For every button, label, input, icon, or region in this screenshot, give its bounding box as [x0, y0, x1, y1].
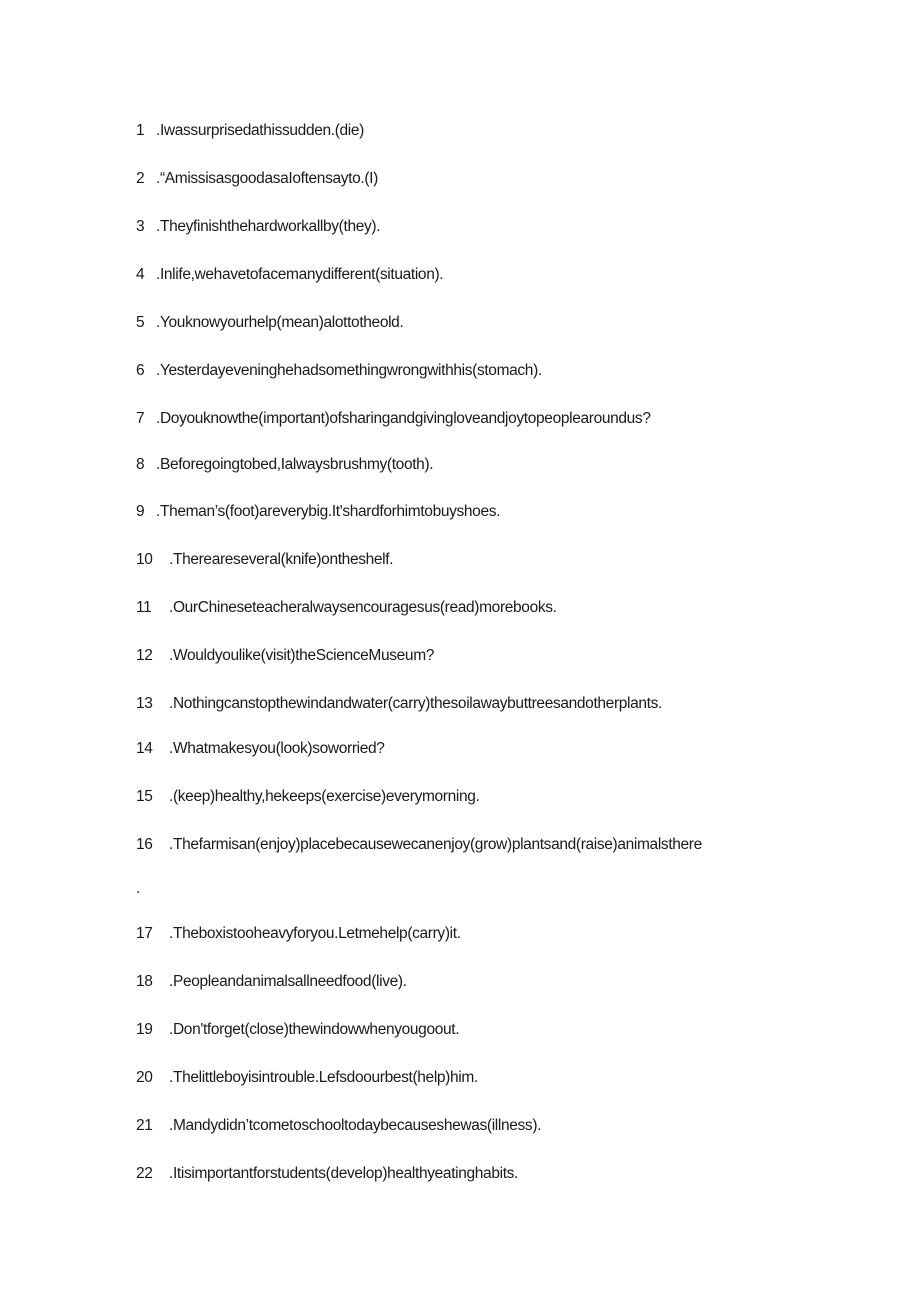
question-number: 2 — [136, 170, 145, 187]
question-text: .Don'tforget(close)thewindowwhenyougoout. — [169, 1021, 460, 1038]
question-text: .Thelittleboyisintrouble.Lefsdoourbest(help)him. — [169, 1069, 478, 1086]
question-number: 13 — [136, 695, 153, 712]
question-14 — [136, 738, 385, 760]
question-text: .Peopleandanimalsallneedfood(live). — [169, 973, 407, 990]
question-number: 21 — [136, 1117, 153, 1134]
question-16-continuation: . — [136, 880, 141, 897]
question-text: .Itisimportantforstudents(develop)healthyeatinghabits. — [169, 1165, 519, 1182]
question-3 — [136, 216, 380, 238]
question-text: .Mandydidn’tcometoschooltodaybecauseshewas(illness). — [169, 1117, 542, 1134]
question-number: 16 — [136, 836, 153, 853]
question-22 — [136, 1163, 518, 1185]
question-1 — [136, 120, 364, 142]
question-number: 1 — [136, 122, 145, 139]
question-number: 5 — [136, 314, 145, 331]
question-text: .(keep)healthy,hekeeps(exercise)everymorning. — [169, 788, 480, 805]
question-16 — [136, 834, 702, 856]
question-text: .Theboxistooheavyforyou.Letmehelp(carry)it. — [169, 925, 461, 942]
question-number: 4 — [136, 266, 145, 283]
question-text: .Doyouknowthe(important)ofsharingandgivingloveandjoytopeoplearoundus? — [156, 410, 651, 427]
question-number: 8 — [136, 456, 145, 473]
question-6 — [136, 360, 542, 382]
question-text: .Whatmakesyou(look)soworried? — [169, 740, 385, 757]
question-number: 15 — [136, 788, 153, 805]
question-text: .Nothingcanstopthewindandwater(carry)thesoilawaybuttreesandotherplants. — [169, 695, 662, 712]
question-number: 12 — [136, 647, 153, 664]
question-text: .Yesterdayeveninghehadsomethingwrongwithhis(stomach). — [156, 362, 542, 379]
question-18 — [136, 971, 407, 993]
question-text: .Thereareseveral(knife)ontheshelf. — [169, 551, 394, 568]
question-text: .Youknowyourhelp(mean)alottotheold. — [156, 314, 404, 331]
question-number: 20 — [136, 1069, 153, 1086]
question-8 — [136, 454, 433, 476]
question-text: .Theyfinishthehardworkallby(they). — [156, 218, 381, 235]
question-10 — [136, 549, 393, 571]
question-number: 17 — [136, 925, 153, 942]
question-20 — [136, 1067, 478, 1089]
question-text: .Iwassurprisedathissudden.(die) — [156, 122, 364, 139]
question-text: .Thefarmisan(enjoy)placebecausewecanenjoy(grow)plantsand(raise)animalsthere — [169, 836, 702, 853]
question-17 — [136, 923, 461, 945]
question-number: 7 — [136, 410, 145, 427]
question-text: .Beforegoingtobed,Ialwaysbrushmy(tooth). — [156, 456, 434, 473]
question-number: 11 — [136, 599, 152, 616]
question-text: .Wouldyoulike(visit)theScienceMuseum? — [169, 647, 435, 664]
question-15 — [136, 786, 479, 808]
question-9 — [136, 501, 500, 523]
question-text: .OurChineseteacheralwaysencouragesus(read)morebooks. — [169, 599, 557, 616]
question-number: 18 — [136, 973, 153, 990]
question-11 — [136, 597, 557, 619]
question-number: 3 — [136, 218, 145, 235]
question-7 — [136, 408, 651, 430]
question-19 — [136, 1019, 459, 1041]
question-number: 22 — [136, 1165, 153, 1182]
question-number: 14 — [136, 740, 153, 757]
question-4 — [136, 264, 443, 286]
question-5 — [136, 312, 403, 334]
question-21 — [136, 1115, 541, 1137]
question-13 — [136, 693, 662, 715]
question-text: .Inlife,wehavetofacemanydifferent(situation). — [156, 266, 444, 283]
question-number: 19 — [136, 1021, 153, 1038]
question-number: 10 — [136, 551, 153, 568]
question-text: .Theman’s(foot)areverybig.It'shardforhimtobuyshoes. — [156, 503, 501, 520]
question-number: 9 — [136, 503, 145, 520]
question-text: .“AmissisasgoodasaIoftensayto.(I) — [156, 170, 378, 187]
question-12 — [136, 645, 434, 667]
question-number: 6 — [136, 362, 145, 379]
question-2 — [136, 168, 378, 190]
